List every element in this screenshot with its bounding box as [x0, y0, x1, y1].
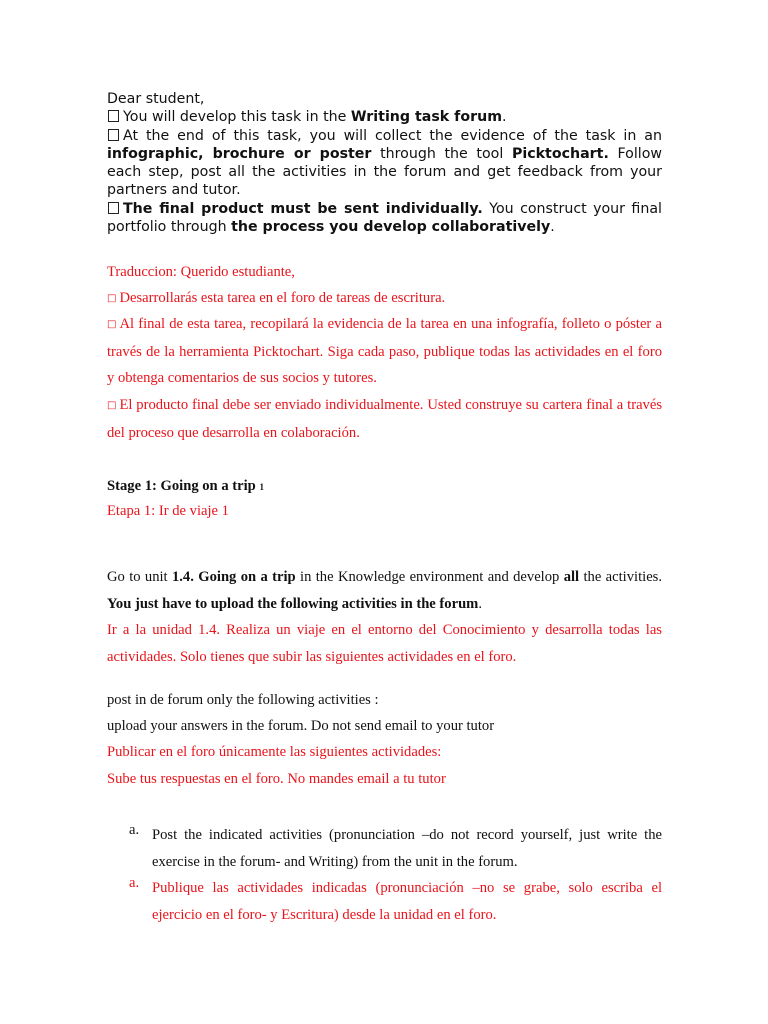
square-bullet-icon: □: [107, 319, 117, 330]
list-marker: a.: [129, 822, 140, 838]
translation-bullet-2: □ Al final de esta tarea, recopilará la evidencia de la tarea en una infografía, folleto o póster a través de la herramienta Picktochart. Siga cada paso, publique todas las actividades en el foro y obtenga comentarios de sus socios y tutores.: [107, 311, 662, 392]
square-bullet-icon: □: [107, 400, 117, 411]
list-marker-es: a.: [129, 875, 140, 891]
checkbox-bullet-icon: [108, 202, 119, 214]
unit-instruction-es: Ir a la unidad 1.4. Realiza un viaje en el entorno del Conocimiento y desarrolla todas las actividades. Solo tienes que subir las siguientes actividades en el foro.: [107, 622, 662, 665]
translation-heading: Traduccion: Querido estudiante,: [107, 264, 295, 280]
square-bullet-icon: □: [107, 293, 117, 304]
greeting: Dear student,: [107, 91, 205, 107]
post-line-2: upload your answers in the forum. Do not send email to your tutor: [107, 718, 495, 734]
translation-bullet-1: □ Desarrollarás esta tarea en el foro de tareas de escritura.: [107, 285, 662, 313]
list-item: Post the indicated activities (pronunciation –do not record yourself, just write the exercise in the forum- and Writing) from the unit in the forum.: [152, 827, 662, 870]
stage-title-es: Etapa 1: Ir de viaje 1: [107, 503, 229, 519]
intro-paragraph: Dear student, You will develop this task in the Writing task forum. At the end of this task, you will collect the evidence of the task in an infographic, brochure or poster through the tool Picktochart. Follow each step, post all the activities in the forum and get feedback from your partners and tutor. The final product must be sent individually. You construct your final portfolio through the process you develop collaboratively.: [107, 91, 663, 236]
post-line-1: post in de forum only the following activities :: [107, 692, 379, 708]
list-item-es: Publique las actividades indicadas (pronunciación –no se grabe, solo escriba el ejercicio en el foro- y Escritura) desde la unidad en el foro.: [152, 880, 662, 923]
checkbox-bullet-icon: [108, 110, 119, 122]
post-line-es-1: Publicar en el foro únicamente las siguientes actividades:: [107, 744, 442, 760]
translation-bullet-3: □ El producto final debe ser enviado individualmente. Usted construye su cartera final a través del proceso que desarrolla en colaboración.: [107, 392, 662, 446]
unit-instruction: Go to unit 1.4. Going on a trip in the Knowledge environment and develop all the activities. You just have to upload the following activities in the forum.: [107, 569, 662, 612]
post-line-es-2: Sube tus respuestas en el foro. No mandes email a tu tutor: [107, 771, 446, 787]
stage-title: Stage 1: Going on a trip 1: [107, 478, 264, 494]
checkbox-bullet-icon: [108, 129, 119, 141]
